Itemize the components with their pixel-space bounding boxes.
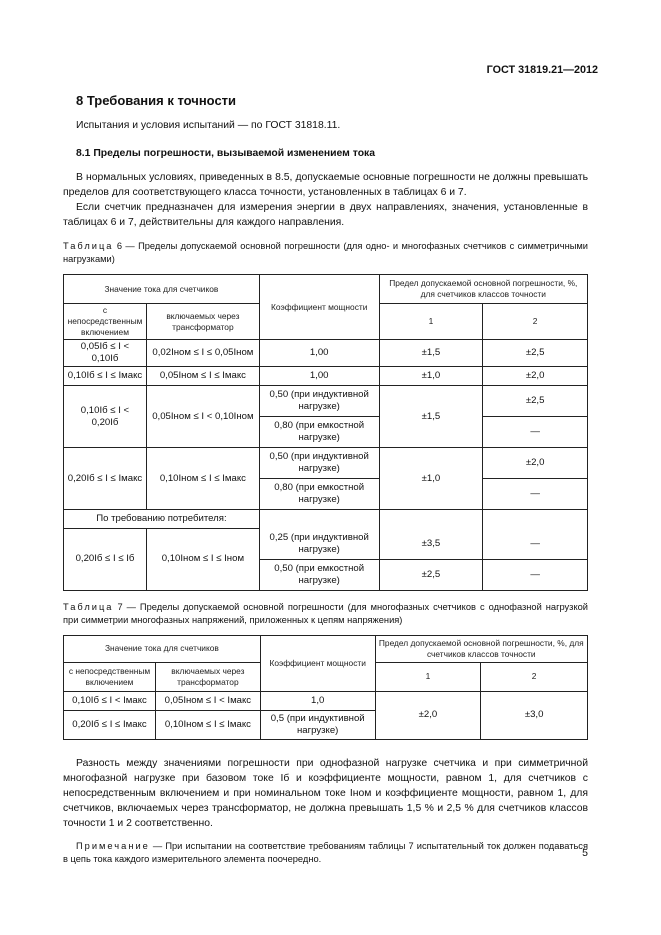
table-6 — [63, 274, 588, 591]
t6-r3-c2-b: — — [483, 417, 588, 448]
t6-r5-c1-b: ±2,5 — [379, 559, 483, 590]
t7-head-current: Значение тока для счетчиков — [64, 635, 261, 662]
t7-r1-transformer: 0,05Iном ≤ I < Iмакс — [155, 691, 260, 710]
t6-r4-c2-a: ±2,0 — [483, 448, 588, 479]
paragraph-2: Если счетчик предназначен для измерения энергии в двух направлениях, значения, установленные в таблицах 6 и 7, действительны для каждого направления. — [63, 202, 588, 228]
t7-head-transformer: включаемых через трансформатор — [155, 662, 260, 691]
t6-r3-transformer: 0,05Iном ≤ I < 0,10Iном — [146, 386, 259, 448]
t7-c1: ±2,0 — [375, 691, 481, 739]
t7-r2-pf: 0,5 (при индуктивной нагрузке) — [260, 710, 375, 739]
t6-r1-pf: 1,00 — [259, 340, 379, 367]
t6-r5-transformer: 0,10Iном ≤ I ≤ Iном — [146, 529, 259, 591]
t6-r4-direct: 0,20Iб ≤ I ≤ Iмакс — [64, 448, 147, 510]
t6-head-transformer: включаемых через трансформатор — [146, 304, 259, 340]
t6-head-direct: с непосредственным включением — [64, 304, 147, 340]
t6-r3-c2-a: ±2,5 — [483, 386, 588, 417]
table-7 — [63, 635, 588, 740]
t6-head-pf: Коэффициент мощности — [259, 275, 379, 340]
t7-head-direct: с непосредственным включением — [64, 662, 156, 691]
t6-r5-c2-b: — — [483, 559, 588, 590]
t6-r3-direct: 0,10Iб ≤ I < 0,20Iб — [64, 386, 147, 448]
subsection-title: 8.1 Пределы погрешности, вызываемой изменением тока — [76, 148, 376, 159]
t6-r4-c2-b: — — [483, 479, 588, 510]
t6-head-current: Значение тока для счетчиков — [64, 275, 260, 304]
t7-head-class1: 1 — [375, 662, 481, 691]
t6-head-class1: 1 — [379, 304, 483, 340]
table7-caption-label: Таблица — [63, 601, 114, 612]
standard-code: ГОСТ 31819.21—2012 — [486, 64, 598, 76]
page-content — [63, 92, 588, 866]
t7-r1-direct: 0,10Iб ≤ I < Iмакс — [64, 691, 156, 710]
t7-head-pf: Коэффициент мощности — [260, 635, 375, 691]
page-number: 5 — [582, 847, 588, 859]
table6-caption-label: Таблица — [63, 241, 114, 251]
t6-r2-transformer: 0,05Iном ≤ I ≤ Iмакс — [146, 367, 259, 386]
note-text: — При испытании на соответствие требованиям таблицы 7 испытательный ток должен подаваться в цепь тока каждого измерительного элемента поочередно. — [63, 840, 588, 864]
table6-caption — [63, 240, 588, 266]
t6-r5-spacer-pf — [259, 510, 379, 529]
t7-c2: ±3,0 — [481, 691, 588, 739]
closing-paragraph: Разность между значениями погрешности при однофазной нагрузке счетчика и при симметричной многофазной нагрузке при базовом токе Iб и коэффициенте мощности, равном 1, для счетчиков с непосредственным включением и при номинальном токе Iном и коэффициенте мощности, равном 1, для счетчиков, включаемых через трансформатор, не должна превышать 1,5 % и 2,5 % для счетчиков классов точности 1 и 2 соответственно. — [63, 757, 588, 829]
t6-r5-spacer-c2 — [483, 510, 588, 529]
note-label: Примечание — [76, 840, 150, 851]
t6-r5-direct: 0,20Iб ≤ I ≤ Iб — [64, 529, 147, 591]
t6-r5-spacer-c1 — [379, 510, 483, 529]
intro-text: Испытания и условия испытаний — по ГОСТ 31818.11. — [76, 120, 341, 131]
t6-r2-c2: ±2,0 — [483, 367, 588, 386]
t6-r1-transformer: 0,02Iном ≤ I ≤ 0,05Iном — [146, 340, 259, 367]
t6-r5-c1-a: ±3,5 — [379, 529, 483, 560]
t6-head-limit: Предел допускаемой основной погрешности, %, для счетчиков классов точности — [379, 275, 587, 304]
table7-caption — [63, 601, 588, 627]
t6-r2-direct: 0,10Iб ≤ I ≤ Iмакс — [64, 367, 147, 386]
t6-r3-pf-a: 0,50 (при индуктивной нагрузке) — [259, 386, 379, 417]
note — [63, 840, 588, 866]
t7-head-limit: Предел допускаемой основной погрешности, %, для счетчиков классов точности — [375, 635, 587, 662]
t6-r1-c1: ±1,5 — [379, 340, 483, 367]
t7-r2-transformer: 0,10Iном ≤ I ≤ Iмакс — [155, 710, 260, 739]
t7-head-class2: 2 — [481, 662, 588, 691]
t6-r1-direct: 0,05Iб ≤ I < 0,10Iб — [64, 340, 147, 367]
t6-head-class2: 2 — [483, 304, 588, 340]
t7-r1-pf: 1,0 — [260, 691, 375, 710]
table6-caption-text: 6 — Пределы допускаемой основной погрешности (для одно- и многофазных счетчиков с симметричными нагрузками) — [63, 241, 588, 264]
table7-caption-text: 7 — Пределы допускаемой основной погрешности (для многофазных счетчиков с однофазной нагрузкой при симметрии многофазных напряжений, приложенных к цепям напряжения) — [63, 601, 588, 625]
t6-r5-pf-b: 0,50 (при емкостной нагрузке) — [259, 559, 379, 590]
t6-r2-c1: ±1,0 — [379, 367, 483, 386]
t6-r5-label: По требованию потребителя: — [64, 510, 260, 529]
t6-r4-c1: ±1,0 — [379, 448, 483, 510]
section-title: 8 Требования к точности — [76, 93, 237, 108]
t6-r4-pf-b: 0,80 (при емкостной нагрузке) — [259, 479, 379, 510]
t6-r3-pf-b: 0,80 (при емкостной нагрузке) — [259, 417, 379, 448]
t6-r3-c1: ±1,5 — [379, 386, 483, 448]
paragraph-1: В нормальных условиях, приведенных в 8.5, допускаемые основные погрешности не должны превышать пределов для соответствующего класса точности, установленных в таблицах 6 и 7. — [63, 172, 588, 198]
t6-r4-transformer: 0,10Iном ≤ I ≤ Iмакс — [146, 448, 259, 510]
t6-r2-pf: 1,00 — [259, 367, 379, 386]
t6-r5-c2-a: — — [483, 529, 588, 560]
t7-r2-direct: 0,20Iб ≤ I ≤ Iмакс — [64, 710, 156, 739]
t6-r5-pf-a: 0,25 (при индуктивной нагрузке) — [259, 529, 379, 560]
t6-r4-pf-a: 0,50 (при индуктивной нагрузке) — [259, 448, 379, 479]
t6-r1-c2: ±2,5 — [483, 340, 588, 367]
